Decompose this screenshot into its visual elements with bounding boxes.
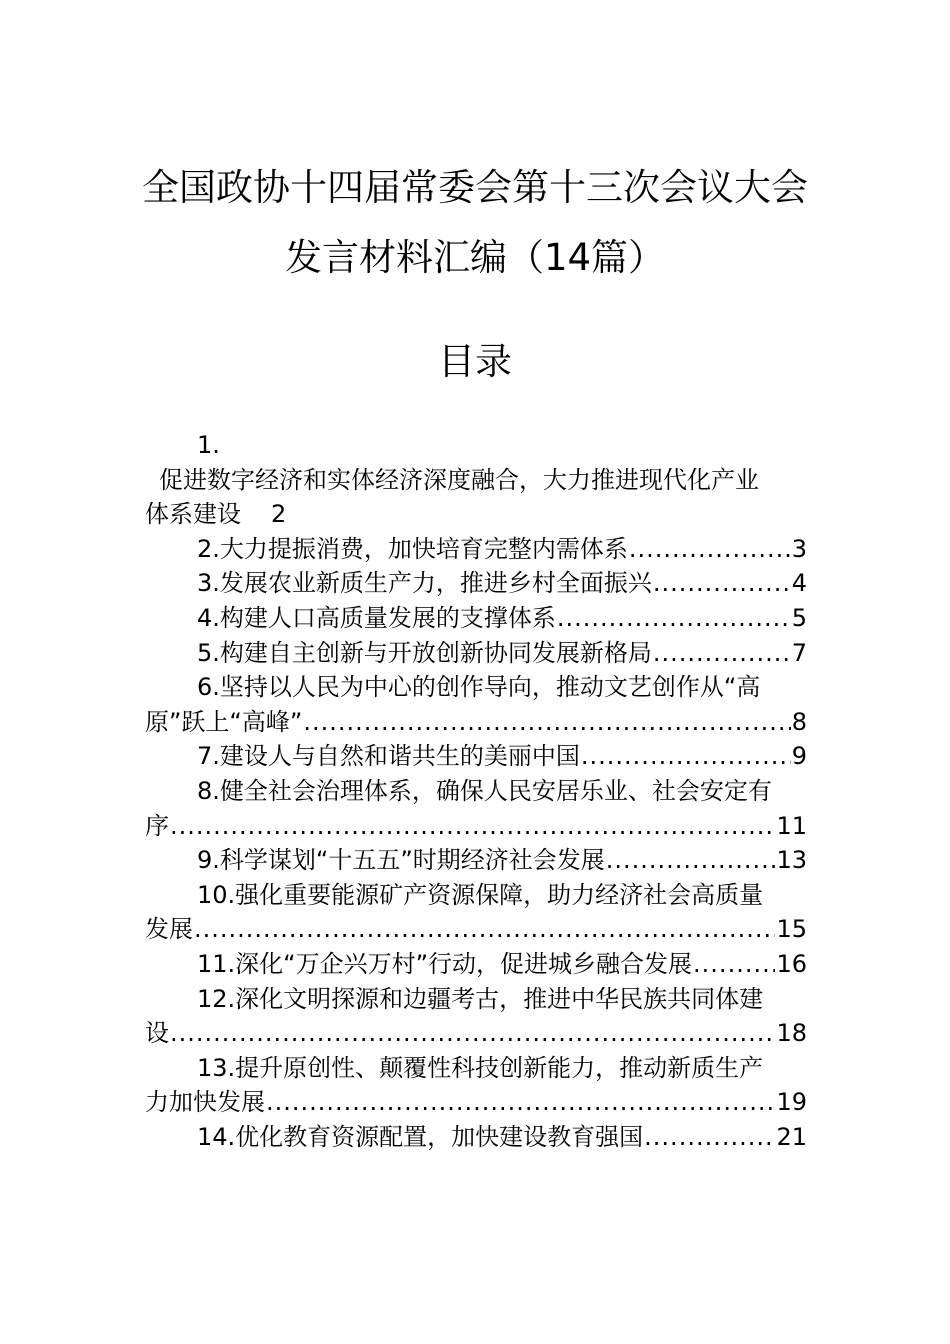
toc-item-1-line2[interactable]: 体系建设 2	[145, 497, 807, 532]
toc-item-1-number[interactable]: 1.	[197, 431, 220, 459]
toc-item-2[interactable]: 2.大力提振消费，加快培育完整内需体系 ..... 3	[145, 532, 807, 567]
toc-item-3[interactable]: 3.发展农业新质生产力，推进乡村全面振兴 ..... 4	[145, 566, 807, 601]
toc-page-number: 21	[776, 1122, 807, 1151]
toc-item-14[interactable]: 14.优化教育资源配置，加快建设教育强国 ..... 21	[145, 1120, 807, 1155]
toc-item-10-line1[interactable]: 10.强化重要能源矿产资源保障，助力经济社会高质量	[197, 880, 764, 909]
toc-item-7[interactable]: 7.建设人与自然和谐共生的美丽中国 ..... 9	[145, 739, 807, 774]
toc-leader	[266, 1085, 775, 1120]
toc-item-11[interactable]: 11.深化“万企兴万村”行动，促进城乡融合发展 ..... 16	[145, 947, 807, 982]
toc-page-number: 2	[271, 500, 287, 529]
toc-heading: 目录	[438, 340, 512, 383]
toc-page-number: 18	[776, 1019, 807, 1048]
document-title-line1: 全国政协十四届常委会第十三次会议大会	[142, 166, 808, 209]
toc-leader	[557, 601, 791, 636]
toc-leader	[653, 636, 791, 671]
document-title-line2: 发言材料汇编（14篇）	[284, 236, 666, 279]
toc-leader	[606, 843, 776, 878]
toc-leader	[581, 739, 791, 774]
toc-item-4[interactable]: 4.构建人口高质量发展的支撑体系 ..... 5	[145, 601, 807, 636]
toc-page-number: 9	[791, 742, 807, 771]
toc-item-5[interactable]: 5.构建自主创新与开放创新协同发展新格局 ..... 7	[145, 636, 807, 671]
toc-item-8-line2[interactable]: 序 ..... 11	[145, 809, 807, 844]
toc-leader	[653, 566, 791, 601]
toc-item-9[interactable]: 9.科学谋划“十五五”时期经济社会发展 ..... 13	[145, 843, 807, 878]
toc-leader	[644, 1120, 775, 1155]
toc-page-number: 19	[776, 1088, 807, 1117]
table-of-contents	[145, 428, 807, 1154]
toc-leader	[693, 947, 775, 982]
toc-item-6-line2[interactable]: 原”跃上“高峰” ..... 8	[145, 705, 807, 740]
toc-page-number: 16	[776, 949, 807, 978]
toc-leader	[629, 532, 791, 567]
toc-item-8-line1[interactable]: 8.健全社会治理体系，确保人民安居乐业、社会安定有	[197, 776, 772, 805]
toc-leader	[170, 1016, 775, 1051]
toc-item-10-line2[interactable]: 发展 ..... 15	[145, 912, 807, 947]
toc-page-number: 15	[776, 915, 807, 944]
toc-leader	[170, 809, 775, 844]
toc-page-number: 8	[791, 707, 807, 736]
toc-item-13-line2[interactable]: 力加快发展 ..... 19	[145, 1085, 807, 1120]
toc-page-number: 11	[776, 811, 807, 840]
toc-item-12-line1[interactable]: 12.深化文明探源和边疆考古，推进中华民族共同体建	[197, 984, 764, 1013]
toc-leader	[303, 705, 790, 740]
toc-page-number: 5	[791, 603, 807, 632]
toc-page-number: 4	[791, 569, 807, 598]
toc-page-number: 3	[791, 534, 807, 563]
toc-page-number: 13	[776, 846, 807, 875]
toc-item-12-line2[interactable]: 设 ..... 18	[145, 1016, 807, 1051]
toc-leader	[194, 912, 775, 947]
toc-item-6-line1[interactable]: 6.坚持以人民为中心的创作导向，推动文艺创作从“高	[197, 673, 761, 702]
toc-page-number: 7	[791, 638, 807, 667]
toc-item-13-line1[interactable]: 13.提升原创性、颠覆性科技创新能力，推动新质生产	[197, 1053, 764, 1082]
toc-item-1-line1[interactable]: 促进数字经济和实体经济深度融合，大力推进现代化产业	[159, 465, 759, 494]
